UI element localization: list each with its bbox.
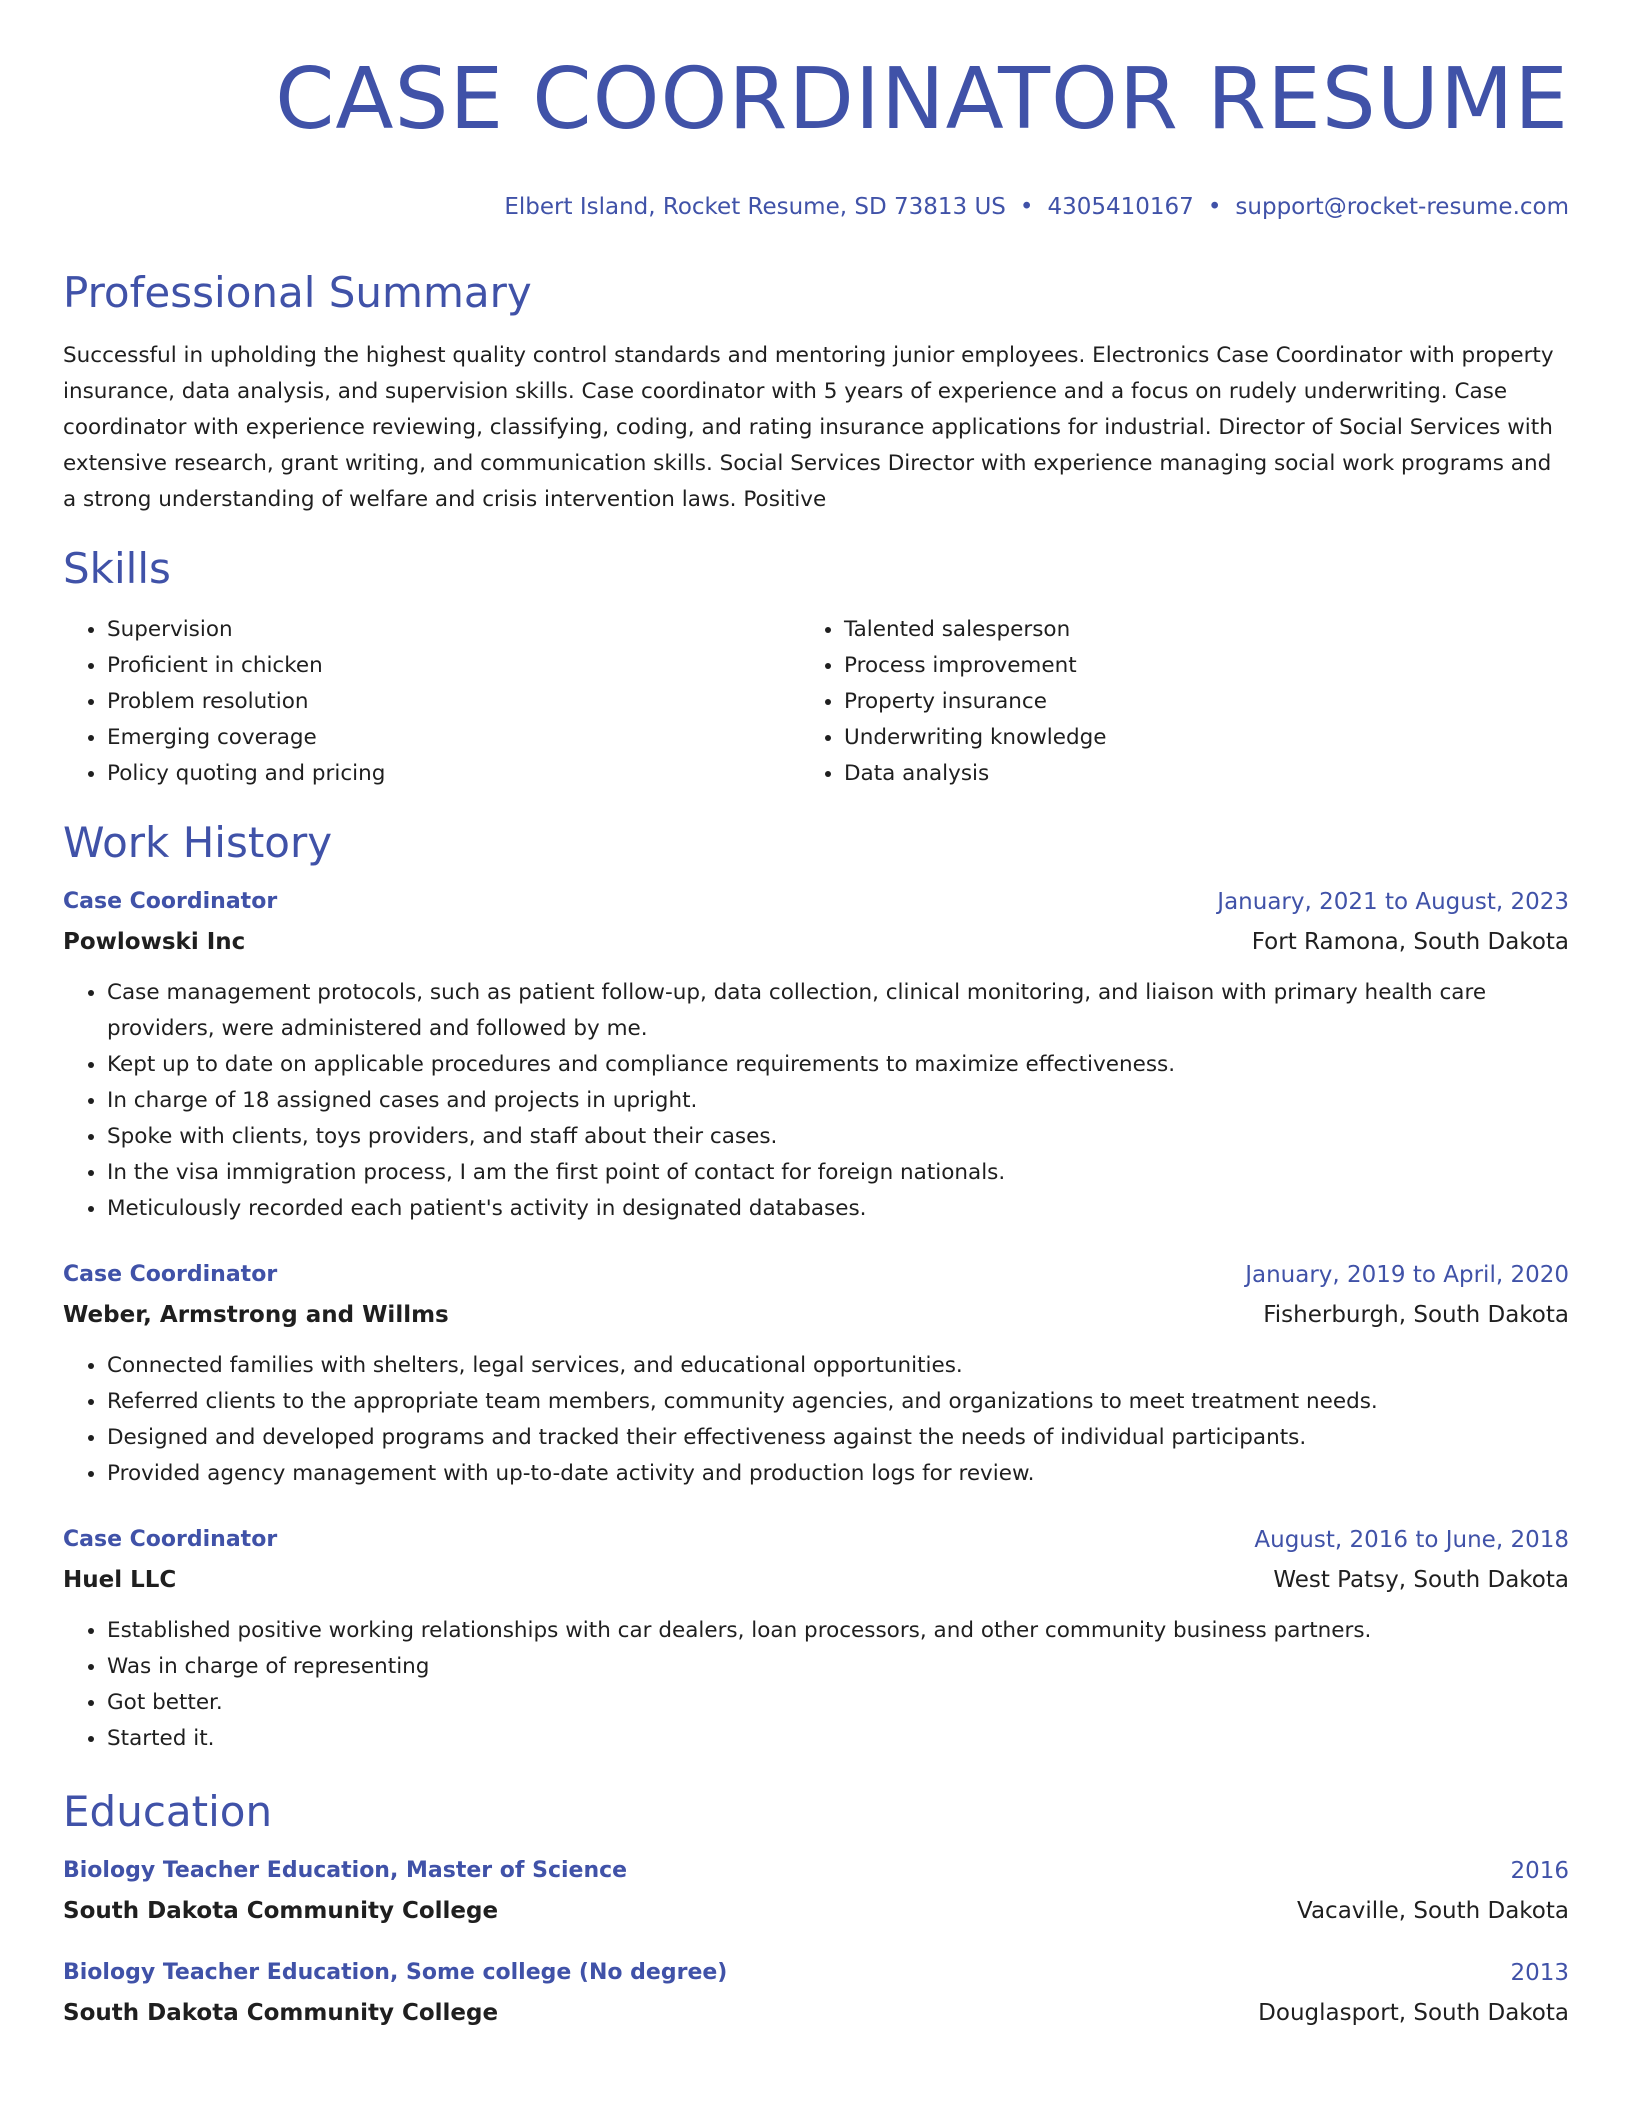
job-entry [63,884,1569,1227]
job-entry [63,1522,1569,1757]
skills-column-left [63,612,800,792]
job-location: West Patsy, South Dakota [1273,1567,1569,1593]
education-location: Vacaville, South Dakota [1297,1898,1569,1924]
job-title: Case Coordinator [63,1527,278,1552]
job-company: Huel LLC [63,1567,177,1593]
skill-item: • Policy quoting and pricing [107,756,800,792]
job-header [63,1257,1569,1293]
job-subheader [63,924,1569,960]
job-dates: January, 2021 to August, 2023 [1217,889,1569,915]
contact-separator: • [1019,194,1034,220]
education-heading: Education [63,1787,273,1836]
education-location: Douglasport, South Dakota [1258,2000,1569,2026]
skill-item: • Emerging coverage [107,720,800,756]
skill-item: • Proficient in chicken [107,648,800,684]
job-bullets [63,1613,1569,1757]
skills-column-right [800,612,1537,792]
job-bullet: • Was in charge of representing [107,1649,1569,1685]
summary-heading: Professional Summary [63,268,532,317]
education-subheader [63,1995,1569,2031]
job-bullet: • Designed and developed programs and tracked their effectiveness against the needs of individual participants. [107,1420,1569,1456]
education-entry [63,1853,1569,1929]
job-bullets [63,975,1569,1227]
work-history-heading: Work History [63,818,333,867]
skill-item: • Data analysis [844,756,1537,792]
education-year: 2016 [1510,1858,1569,1884]
skills-heading: Skills [63,544,171,593]
education-header [63,1853,1569,1889]
job-bullet: • In the visa immigration process, I am the first point of contact for foreign nationals. [107,1155,1569,1191]
job-subheader [63,1297,1569,1333]
contact-phone: 4305410167 [1047,194,1194,220]
contact-separator: • [1207,194,1222,220]
skill-item: • Underwriting knowledge [844,720,1537,756]
skill-item: • Supervision [107,612,800,648]
job-bullet: • Provided agency management with up-to-date activity and production logs for review. [107,1456,1569,1492]
education-year: 2013 [1510,1960,1569,1986]
job-company: Powlowski Inc [63,929,246,955]
job-title: Case Coordinator [63,1262,278,1287]
job-bullet: • Referred clients to the appropriate team members, community agencies, and organizations to meet treatment needs. [107,1384,1569,1420]
job-bullet: • Established positive working relationships with car dealers, loan processors, and other community business partners. [107,1613,1569,1649]
job-bullet: • Spoke with clients, toys providers, and staff about their cases. [107,1119,1569,1155]
education-subheader [63,1893,1569,1929]
education-header [63,1955,1569,1991]
job-bullet: • Got better. [107,1685,1569,1721]
education-school: South Dakota Community College [63,1898,499,1924]
education-degree: Biology Teacher Education, Some college (No degree) [63,1960,728,1985]
job-company: Weber, Armstrong and Willms [63,1302,449,1328]
contact-line [63,192,1569,222]
skill-item: • Problem resolution [107,684,800,720]
skills-list [63,612,1569,792]
job-subheader [63,1562,1569,1598]
job-bullet: • Kept up to date on applicable procedures and compliance requirements to maximize effectiveness. [107,1047,1569,1083]
summary-text: Successful in upholding the highest quality control standards and mentoring junior employees. Electronics Case Coordinator with property insurance, data analysis, and supervision skills. Case coordinator with 5 years of experience and a focus on rudely underwriting. Case coordinator with experience reviewing, classifying, coding, and rating insurance applications for industrial. Director of Social Services with extensive research, grant writing, and communication skills. Social Services Director with experience managing social work programs and a strong understanding of welfare and crisis intervention laws. Positive [63,343,1554,512]
job-location: Fisherburgh, South Dakota [1263,1302,1569,1328]
job-dates: August, 2016 to June, 2018 [1254,1527,1569,1553]
skill-item: • Process improvement [844,648,1537,684]
education-school: South Dakota Community College [63,2000,499,2026]
job-header [63,1522,1569,1558]
education-degree: Biology Teacher Education, Master of Science [63,1858,628,1883]
job-location: Fort Ramona, South Dakota [1251,929,1569,955]
job-bullet: • In charge of 18 assigned cases and projects in upright. [107,1083,1569,1119]
job-bullet: • Started it. [107,1721,1569,1757]
contact-address: Elbert Island, Rocket Resume, SD 73813 US [504,194,1006,220]
education-entry [63,1955,1569,2031]
job-bullets [63,1348,1569,1492]
job-bullet: • Connected families with shelters, legal services, and educational opportunities. [107,1348,1569,1384]
resume-title: CASE COORDINATOR RESUME [275,50,1569,149]
contact-email[interactable]: support@rocket-resume.com [1235,194,1569,220]
job-dates: January, 2019 to April, 2020 [1245,1262,1569,1288]
skill-item: • Property insurance [844,684,1537,720]
job-header [63,884,1569,920]
skill-item: • Talented salesperson [844,612,1537,648]
job-entry [63,1257,1569,1492]
job-bullet: • Case management protocols, such as patient follow-up, data collection, clinical monitoring, and liaison with primary health care providers, were administered and followed by me. [107,975,1569,1047]
job-bullet: • Meticulously recorded each patient's activity in designated databases. [107,1191,1569,1227]
job-title: Case Coordinator [63,889,278,914]
